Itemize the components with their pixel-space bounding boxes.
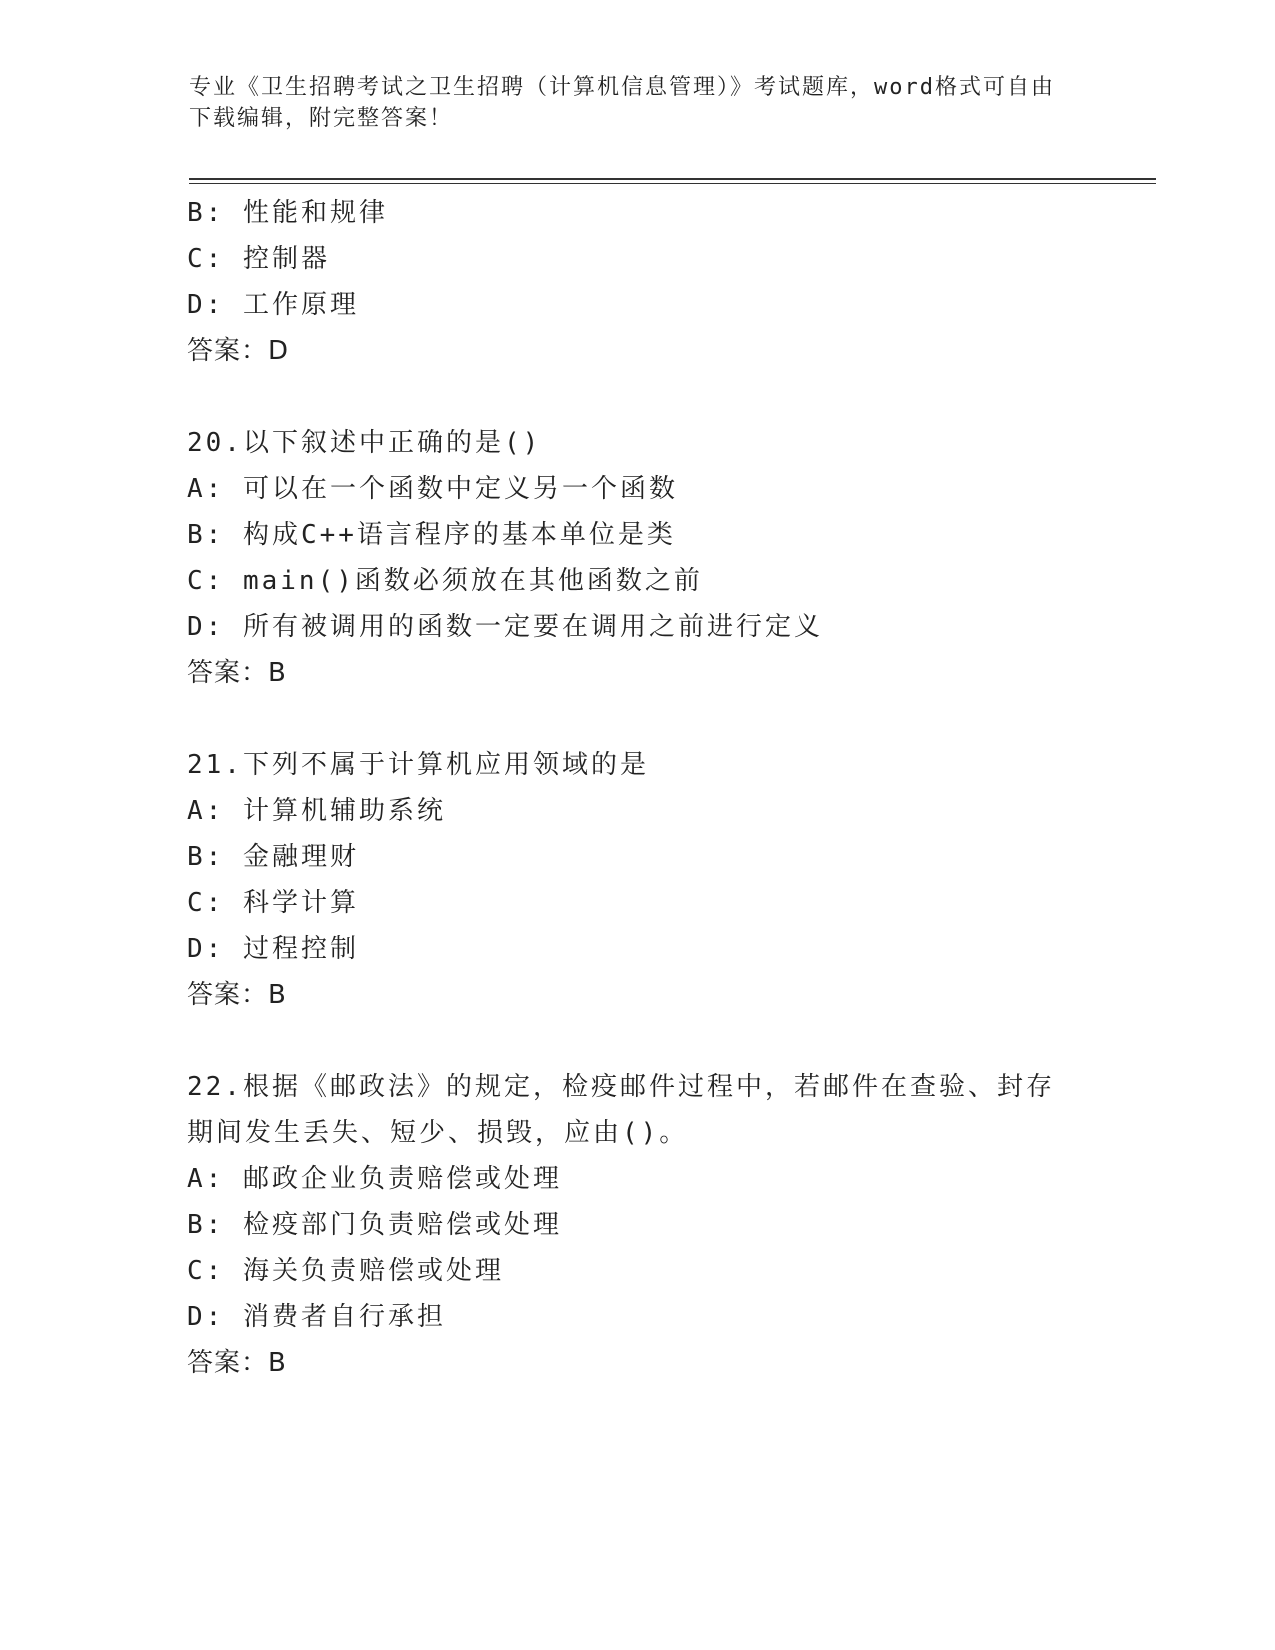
option-c: C: 科学计算 xyxy=(187,888,359,918)
answer-line: 答案：B xyxy=(187,1348,287,1378)
answer-line: 答案：D xyxy=(187,336,290,366)
option-c: C: 控制器 xyxy=(187,244,330,274)
option-b: B: 检疫部门负责赔偿或处理 xyxy=(187,1210,562,1240)
question-stem: 21.下列不属于计算机应用领域的是 xyxy=(187,750,649,780)
question-list xyxy=(187,190,1087,1386)
question-22 xyxy=(187,1064,1087,1386)
header-divider-thin xyxy=(189,183,1156,184)
option-d: D: 所有被调用的函数一定要在调用之前进行定义 xyxy=(187,612,823,642)
option-a: A: 可以在一个函数中定义另一个函数 xyxy=(187,474,678,504)
question-stem: 22.根据《邮政法》的规定，检疫邮件过程中，若邮件在查验、封存期间发生丢失、短少、损毁，应由()。 xyxy=(187,1072,1055,1148)
answer-line: 答案：B xyxy=(187,980,287,1010)
option-a: A: 邮政企业负责赔偿或处理 xyxy=(187,1164,562,1194)
option-d: D: 消费者自行承担 xyxy=(187,1302,446,1332)
option-b: B: 金融理财 xyxy=(187,842,359,872)
answer-line: 答案：B xyxy=(187,658,287,688)
option-b: B: 构成C++语言程序的基本单位是类 xyxy=(187,520,676,550)
question-21 xyxy=(187,742,1087,1018)
option-c: C: 海关负责赔偿或处理 xyxy=(187,1256,504,1286)
header-divider-thick xyxy=(189,178,1156,180)
option-a: A: 计算机辅助系统 xyxy=(187,796,446,826)
question-stem: 20.以下叙述中正确的是() xyxy=(187,428,542,458)
option-d: D: 过程控制 xyxy=(187,934,359,964)
document-header: 专业《卫生招聘考试之卫生招聘（计算机信息管理）》考试题库，word格式可自由下载编辑，附完整答案！ xyxy=(189,75,1055,131)
option-c: C: main()函数必须放在其他函数之前 xyxy=(187,566,703,596)
option-b: B: 性能和规律 xyxy=(187,198,388,228)
carryover-question xyxy=(187,190,1087,374)
option-d: D: 工作原理 xyxy=(187,290,359,320)
question-20 xyxy=(187,420,1087,696)
